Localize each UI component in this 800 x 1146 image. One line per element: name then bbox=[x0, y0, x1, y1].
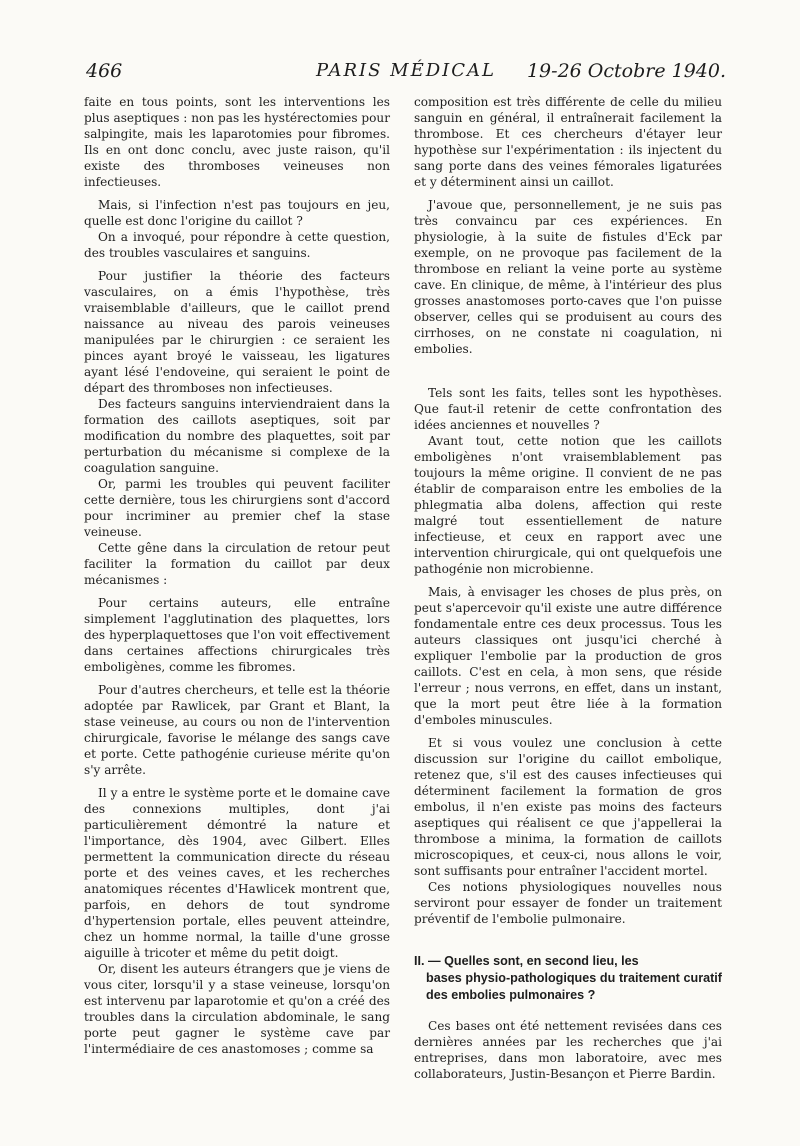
section-heading-line-1: II. — Quelles sont, en second lieu, les bbox=[414, 954, 639, 968]
page-header bbox=[86, 60, 726, 90]
paragraph: J'avoue que, personnellement, je ne suis pas très convaincu par ces expériences. En physiologie, à la suite de fistules d'Eck par exemple, on ne provoque pas facilement de la thrombose en reliant la veine porte au système cave. En clinique, de même, à l'intérieur des plus grosses anastomoses porto-caves que l'on puisse observer, celles qui se produisent au cours des cirrhoses, on ne constate ni coagulation, ni embolies. bbox=[414, 198, 722, 356]
left-column bbox=[84, 94, 390, 1057]
paragraph: Or, parmi les troubles qui peuvent faciliter cette dernière, tous les chirurgiens sont d'accord pour incriminer au premier chef la stase veineuse. bbox=[84, 477, 390, 539]
section-heading bbox=[414, 953, 722, 1004]
paragraph: On a invoqué, pour répondre à cette question, des troubles vasculaires et sanguins. bbox=[84, 230, 390, 260]
paragraph: Et si vous voulez une conclusion à cette discussion sur l'origine du caillot embolique, retenez que, s'il est des causes infectieuses qui déterminent facilement la formation de gros embolus, il n'en existe pas moins des facteurs aseptiques qui réalisent ce que j'appellerai la thrombose a minima, la formation de caillots microscopiques, et ceux-ci, nous allons le voir, sont suffisants pour entraîner l'accident mortel. bbox=[414, 736, 722, 878]
journal-title: PARIS MÉDICAL bbox=[315, 60, 496, 81]
paragraph: Pour certains auteurs, elle entraîne simplement l'agglutination des plaquettes, lors des hyperplaquettoses que l'on voit effectivement dans certaines affections chirurgicales très emboligènes, comme les fibromes. bbox=[84, 596, 390, 674]
issue-date: 19-26 Octobre 1940. bbox=[526, 60, 726, 82]
right-column bbox=[414, 94, 722, 1082]
paragraph: Ces notions physiologiques nouvelles nous serviront pour essayer de fonder un traitement préventif de l'embolie pulmonaire. bbox=[414, 880, 722, 926]
paragraph: Avant tout, cette notion que les caillots emboligènes n'ont vraisemblablement pas toujours la même origine. Il convient de ne pas établir de comparaison entre les embolies de la phlegmatia alba dolens, affection qui reste malgré tout essentiellement de nature infectieuse, et ceux en rapport avec une intervention chirurgicale, qui ont quelquefois une pathogénie non microbienne. bbox=[414, 434, 722, 576]
paragraph: composition est très différente de celle du milieu sanguin en général, il entraînerait facilement la thrombose. Et ces chercheurs d'étayer leur hypothèse sur l'expérimentation : ils injectent du sang porte dans des veines fémorales ligaturées et y déterminent ainsi un caillot. bbox=[414, 95, 722, 189]
paragraph: Cette gêne dans la circulation de retour peut faciliter la formation du caillot par deux mécanismes : bbox=[84, 541, 390, 587]
paragraph: Pour justifier la théorie des facteurs vasculaires, on a émis l'hypothèse, très vraisemblable d'ailleurs, que le caillot prend naissance au niveau des parois veineuses manipulées par le chirurgien : ce seraient les pinces ayant broyé le vaisseau, les ligatures ayant lésé l'endoveine, qui seraient le point de départ des thromboses non infectieuses. bbox=[84, 269, 390, 395]
paragraph: Il y a entre le système porte et le domaine cave des connexions multiples, dont j'ai particulièrement démontré la nature et l'importance, dès 1904, avec Gilbert. Elles permettent la communication directe du réseau porte et des veines caves, et les recherches anatomiques récentes d'Hawlicek montrent que, parfois, en dehors de tout syndrome d'hypertension portale, elles peuvent atteindre, chez un homme normal, la taille d'une grosse aiguille à tricoter et même du petit doigt. bbox=[84, 786, 390, 960]
paragraph: Ces bases ont été nettement revisées dans ces dernières années par les recherches que j'ai entreprises, dans mon laboratoire, avec mes collaborateurs, Justin-Besançon et Pierre Bardin. bbox=[414, 1019, 722, 1081]
paragraph: Mais, à envisager les choses de plus près, on peut s'apercevoir qu'il existe une autre différence fondamentale entre ces deux processus. Tous les auteurs classiques ont jusqu'ici cherché à expliquer l'embolie par la production de gros caillots. C'est en cela, à mon sens, que réside l'erreur ; nous verrons, en effet, dans un instant, que la mort peut être liée à la formation d'emboles minuscules. bbox=[414, 585, 722, 727]
paragraph: Des facteurs sanguins interviendraient dans la formation des caillots aseptiques, soit par modification du nombre des plaquettes, soit par perturbation du mécanisme si complexe de la coagulation sanguine. bbox=[84, 397, 390, 475]
paragraph: Tels sont les faits, telles sont les hypothèses. Que faut-il retenir de cette confrontation des idées anciennes et nouvelles ? bbox=[414, 386, 722, 432]
paragraph: faite en tous points, sont les interventions les plus aseptiques : non pas les hystérectomies pour salpingite, mais les laparotomies pour fibromes. Ils en ont donc conclu, avec juste raison, qu'il existe des thromboses veineuses non infectieuses. bbox=[84, 95, 390, 189]
paragraph: Or, disent les auteurs étrangers que je viens de vous citer, lorsqu'il y a stase veineuse, lorsqu'on est intervenu par laparotomie et qu'on a créé des troubles dans la circulation abdominale, le sang porte peut gagner le système cave par l'intermédiaire de ces anastomoses ; comme sa bbox=[84, 962, 390, 1056]
page-number: 466 bbox=[86, 60, 123, 82]
paragraph: Mais, si l'infection n'est pas toujours en jeu, quelle est donc l'origine du caillot ? bbox=[84, 198, 390, 228]
section-heading-line-2: bases physio-pathologiques du traitement curatif des embolies pulmonaires ? bbox=[426, 971, 722, 1002]
paragraph: Pour d'autres chercheurs, et telle est la théorie adoptée par Rawlicek, par Grant et Blant, la stase veineuse, au cours ou non de l'intervention chirurgicale, favorise le mélange des sangs cave et porte. Cette pathogénie curieuse mérite qu'on s'y arrête. bbox=[84, 683, 390, 777]
